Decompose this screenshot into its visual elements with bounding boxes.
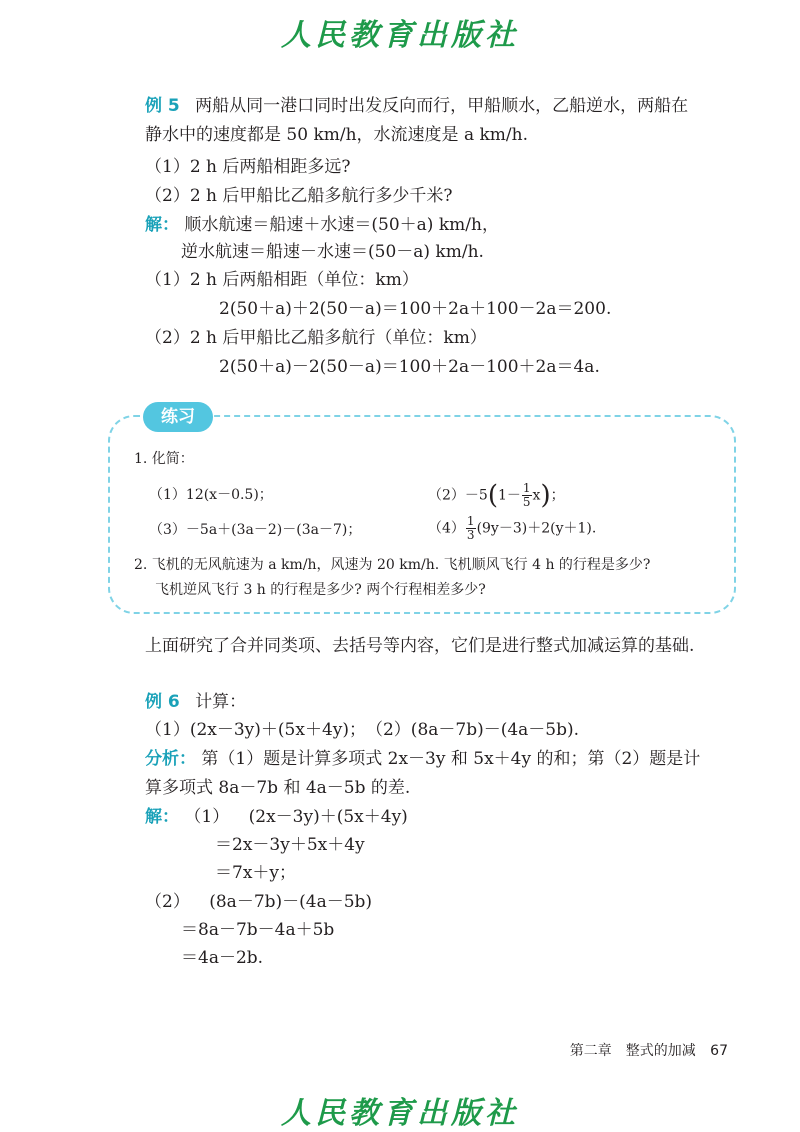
- example5-intro-line1: [145, 94, 688, 118]
- example6-title: [145, 690, 246, 714]
- example5-solution-line2: 逆水航速＝船速－水速＝(50－a) km/h.: [181, 242, 484, 262]
- example5-label: 例 5: [145, 96, 180, 116]
- example6-solution-2-line3: ＝4a－2b.: [181, 948, 264, 968]
- example6-label: 例 6: [145, 692, 180, 712]
- exercise-item1-b: （2）－5(1－ $\frac{1}{5}$ x)；: [428, 480, 565, 511]
- example6-solution-2-line1: [145, 890, 372, 914]
- exercise-item1-c: （3）－5a＋(3a－2)－(3a－7)；: [149, 522, 362, 538]
- example5-part1-equation: 2(50＋a)＋2(50－a)＝100＋2a＋100－2a＝200.: [219, 299, 612, 319]
- solution-1-expression: (2x－3y)＋(5x＋4y): [248, 807, 408, 827]
- exercise-item1-title: 1. 化简：: [134, 451, 194, 467]
- fraction-one-fifth: $\frac{1}{5}$: [522, 481, 531, 509]
- example5-intro-text: 两船从同一港口同时出发反向而行，甲船顺水，乙船逆水，两船在: [195, 96, 689, 116]
- item1-b-prefix: （2）－5: [428, 487, 488, 504]
- example5-solution-line1: [145, 213, 499, 237]
- solution-label: 解：: [145, 215, 179, 235]
- publisher-logo-bottom: 人民教育出版社: [281, 1096, 519, 1131]
- example6-problems: （1）(2x－3y)＋(5x＋4y)； （2）(8a－7b)－(4a－5b).: [145, 720, 580, 740]
- transition-paragraph: 上面研究了合并同类项、去括号等内容，它们是进行整式加减运算的基础.: [145, 636, 695, 656]
- item1-b-suffix: ；: [550, 487, 565, 504]
- example6-analysis-line1: [145, 747, 700, 771]
- exercise-item1-d: [428, 515, 596, 542]
- chapter-title: 第二章 整式的加减: [569, 1043, 696, 1059]
- example6-solution-1-line1: [145, 805, 408, 829]
- example6-solution-1-line3: ＝7x＋y；: [215, 863, 297, 883]
- item1-d-suffix: (9y－3)＋2(y＋1).: [476, 520, 597, 537]
- exercise-tag: 练习: [143, 402, 213, 432]
- example6-analysis-line2: 算多项式 8a－7b 和 4a－5b 的差.: [145, 778, 411, 798]
- item1-b-var: x: [532, 487, 541, 504]
- analysis-label: 分析：: [145, 749, 196, 769]
- solution-label-2: 解：: [145, 807, 179, 827]
- item1-b-inner: 1－: [497, 487, 521, 504]
- solution-2-label: （2）: [145, 892, 190, 912]
- example6-solution-1-line2: ＝2x－3y＋5x＋4y: [215, 835, 365, 855]
- exercise-item2-line1: 2. 飞机的无风航速为 a km/h，风速为 20 km/h. 飞机顺风飞行 4 h 的行程是多少?: [134, 557, 651, 573]
- example5-question-2: （2）2 h 后甲船比乙船多航行多少千米?: [145, 186, 453, 206]
- example6-solution-2-line2: ＝8a－7b－4a＋5b: [181, 920, 335, 940]
- exercise-item2-line2: 飞机逆风飞行 3 h 的行程是多少? 两个行程相差多少?: [155, 582, 486, 598]
- example5-part2-equation: 2(50＋a)－2(50－a)＝100＋2a－100＋2a＝4a.: [219, 357, 600, 377]
- item1-d-prefix: （4）: [428, 520, 465, 537]
- example6-title-text: 计算：: [195, 692, 247, 712]
- fraction-one-third: $\frac{1}{3}$: [466, 514, 475, 542]
- publisher-logo-top: 人民教育出版社: [281, 18, 519, 53]
- example5-part2-label: （2）2 h 后甲船比乙船多航行（单位：km）: [145, 328, 487, 348]
- example5-intro-line2: 静水中的速度都是 50 km/h，水流速度是 a km/h.: [145, 125, 528, 145]
- solution-2-expression: (8a－7b)－(4a－5b): [209, 892, 373, 912]
- example5-question-1: （1）2 h 后两船相距多远?: [145, 157, 351, 177]
- page-footer: [570, 1040, 728, 1060]
- example5-part1-label: （1）2 h 后两船相距（单位：km）: [145, 270, 419, 290]
- exercise-item1-a: （1）12(x－0.5)；: [149, 487, 273, 503]
- page-number: 67: [710, 1043, 728, 1059]
- solution-1-label: （1）: [184, 807, 230, 827]
- analysis-text: 第（1）题是计算多项式 2x－3y 和 5x＋4y 的和；第（2）题是计: [201, 749, 701, 769]
- solution-text: 顺水航速＝船速＋水速＝(50＋a) km/h，: [184, 215, 499, 235]
